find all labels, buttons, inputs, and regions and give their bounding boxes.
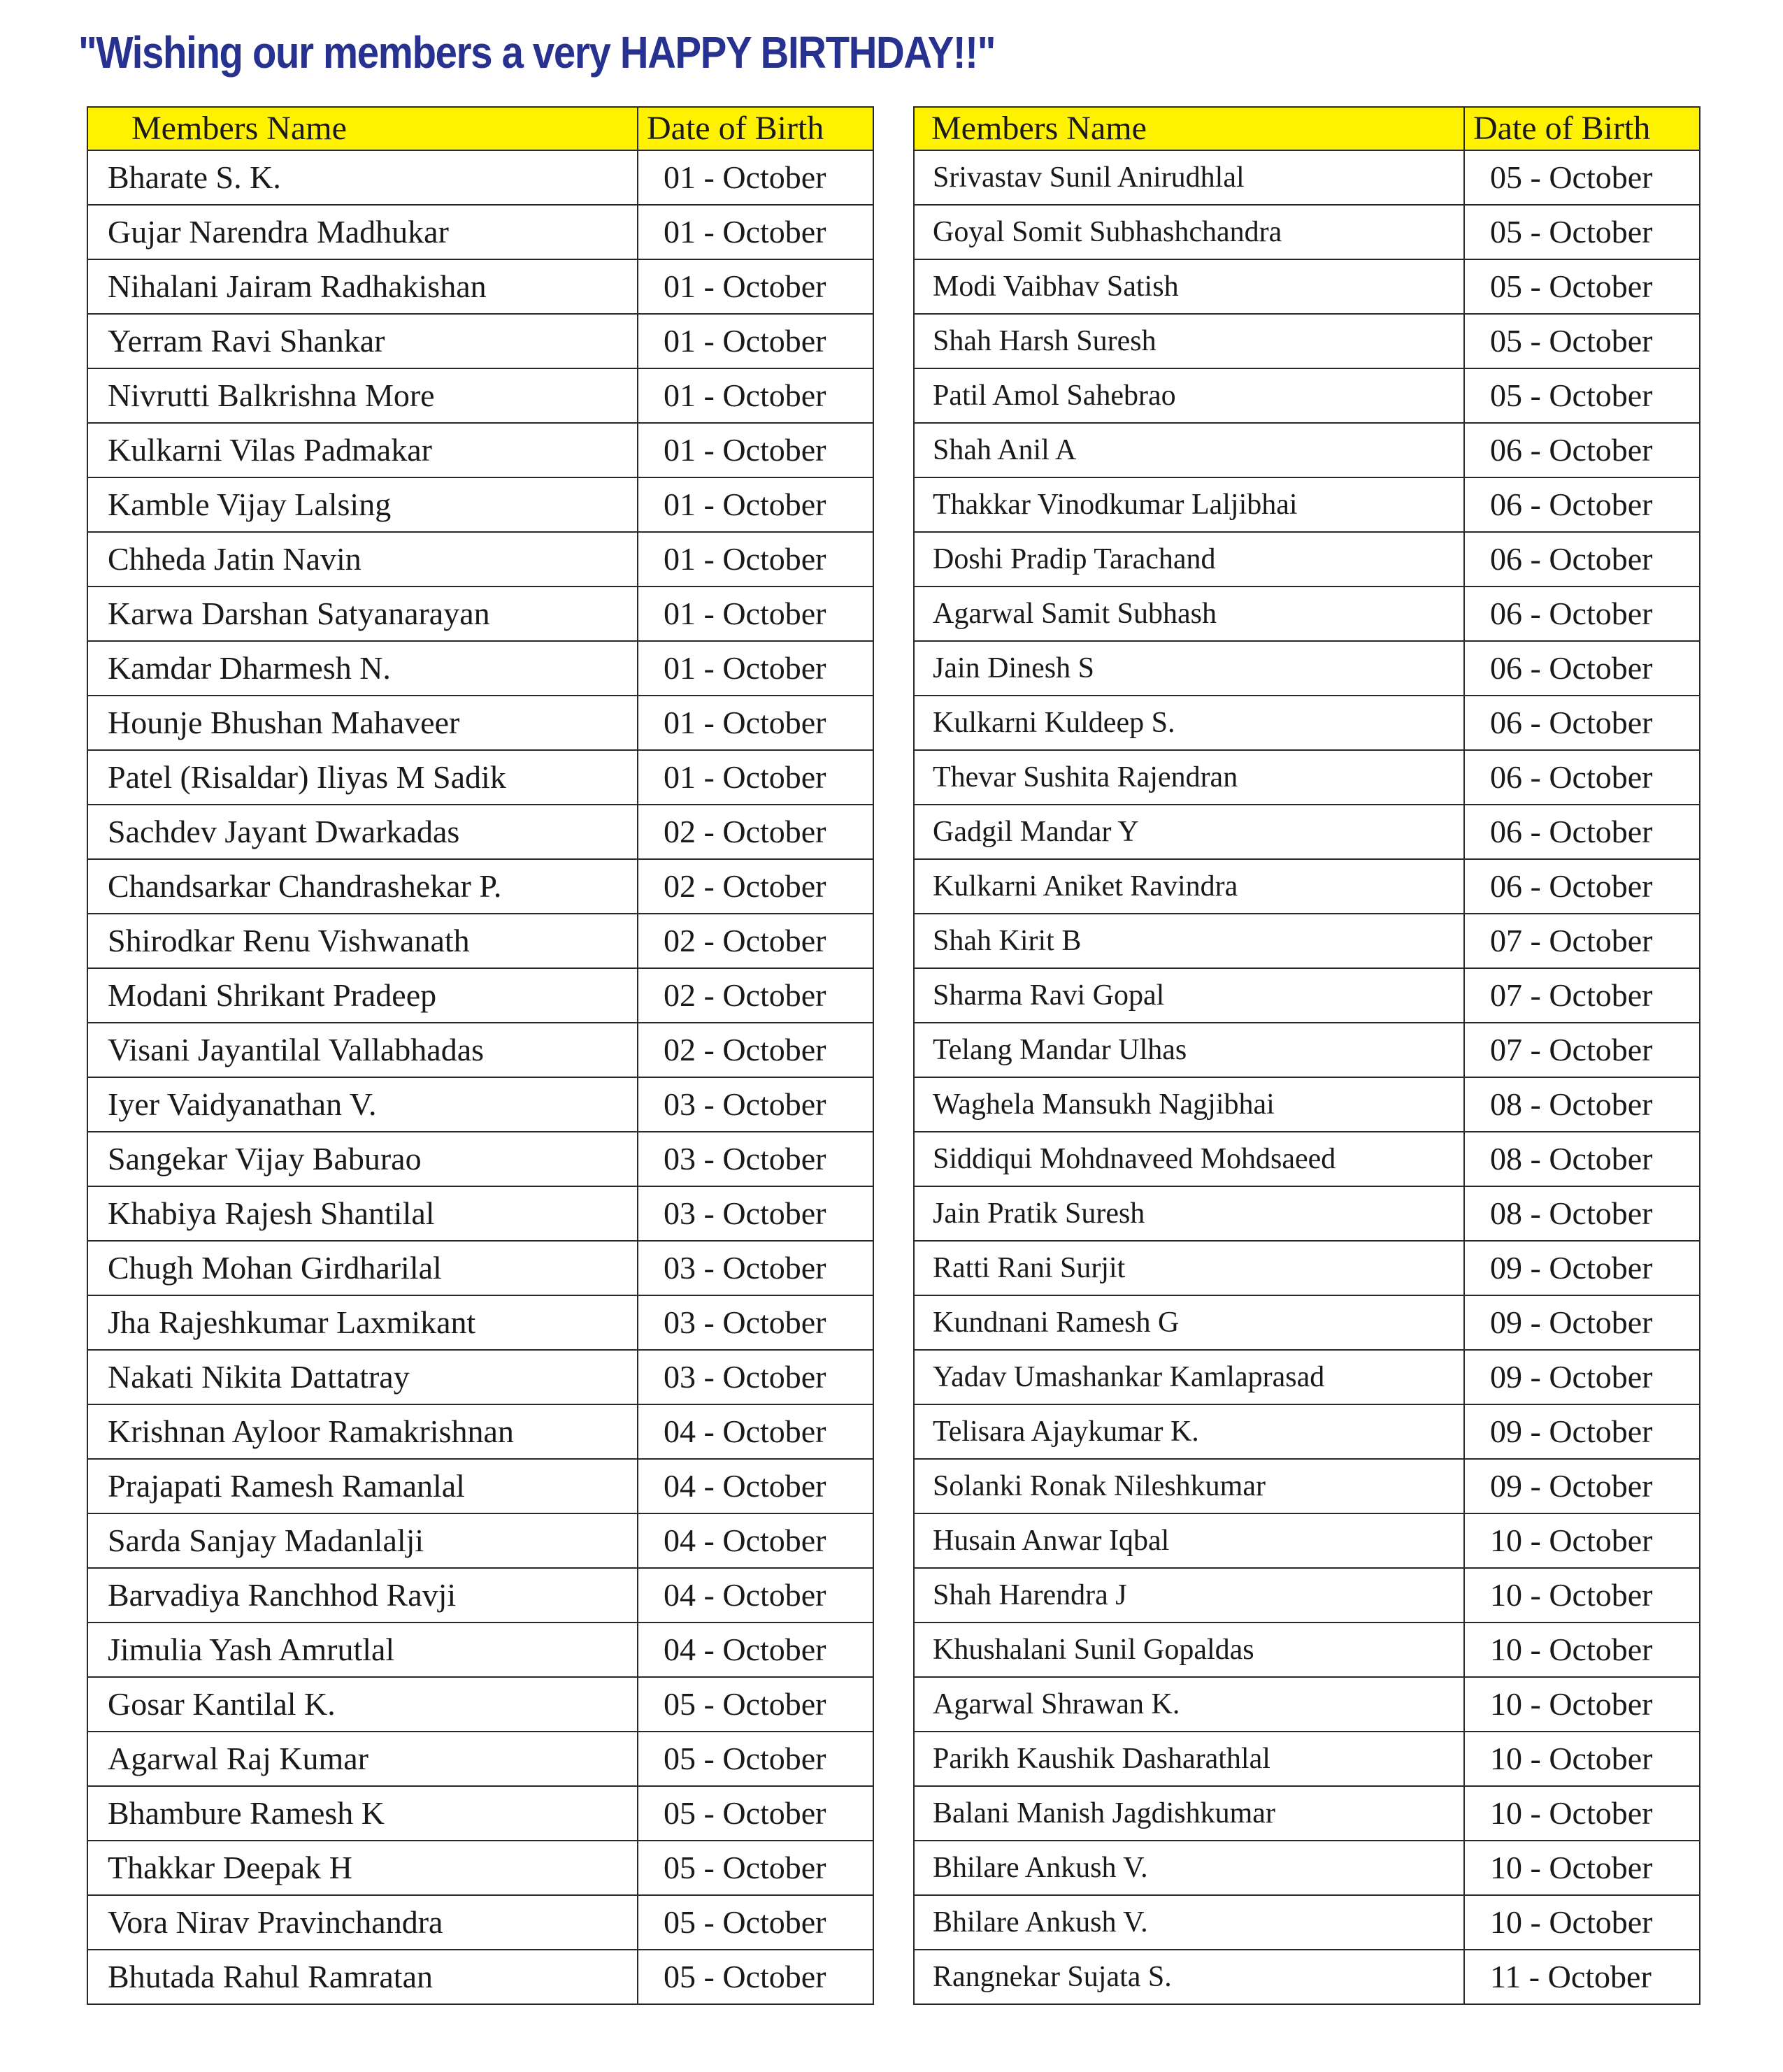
member-name-cell: Patil Amol Sahebrao	[914, 368, 1464, 423]
table-row	[87, 1023, 873, 1077]
member-name-cell: Hounje Bhushan Mahaveer	[87, 696, 638, 750]
member-name-cell: Yadav Umashankar Kamlaprasad	[914, 1350, 1464, 1404]
member-name-cell: Kamble Vijay Lalsing	[87, 477, 638, 532]
table-row	[87, 696, 873, 750]
table-row	[87, 423, 873, 477]
date-of-birth-cell: 02 - October	[638, 914, 873, 968]
table-row	[87, 859, 873, 914]
table-row	[914, 532, 1700, 587]
date-of-birth-cell: 04 - October	[638, 1513, 873, 1568]
table-row	[914, 1732, 1700, 1786]
date-of-birth-cell: 05 - October	[1464, 368, 1700, 423]
member-name-cell: Doshi Pradip Tarachand	[914, 532, 1464, 587]
member-name-cell: Yerram Ravi Shankar	[87, 314, 638, 368]
table-row	[914, 696, 1700, 750]
member-name-cell: Chheda Jatin Navin	[87, 532, 638, 587]
date-of-birth-cell: 06 - October	[1464, 423, 1700, 477]
table-row	[87, 477, 873, 532]
date-of-birth-cell: 03 - October	[638, 1077, 873, 1132]
table-row	[87, 1077, 873, 1132]
table-row	[87, 1513, 873, 1568]
member-name-cell: Jain Pratik Suresh	[914, 1186, 1464, 1241]
table-row	[914, 314, 1700, 368]
member-name-cell: Jain Dinesh S	[914, 641, 1464, 696]
date-of-birth-cell: 09 - October	[1464, 1404, 1700, 1459]
date-of-birth-cell: 10 - October	[1464, 1841, 1700, 1895]
table-row	[914, 477, 1700, 532]
member-name-cell: Prajapati Ramesh Ramanlal	[87, 1459, 638, 1513]
table-row	[914, 259, 1700, 314]
table-row	[87, 1350, 873, 1404]
date-of-birth-cell: 05 - October	[638, 1786, 873, 1841]
column-header-members-name: Members Name	[914, 107, 1464, 150]
member-name-cell: Sarda Sanjay Madanlalji	[87, 1513, 638, 1568]
member-name-cell: Chandsarkar Chandrashekar P.	[87, 859, 638, 914]
member-name-cell: Gosar Kantilal K.	[87, 1677, 638, 1732]
date-of-birth-cell: 07 - October	[1464, 968, 1700, 1023]
member-name-cell: Gadgil Mandar Y	[914, 805, 1464, 859]
table-body	[914, 150, 1700, 2004]
table-row	[914, 1677, 1700, 1732]
date-of-birth-cell: 03 - October	[638, 1350, 873, 1404]
table-row	[914, 1404, 1700, 1459]
date-of-birth-cell: 05 - October	[1464, 205, 1700, 259]
member-name-cell: Telang Mandar Ulhas	[914, 1023, 1464, 1077]
member-name-cell: Gujar Narendra Madhukar	[87, 205, 638, 259]
date-of-birth-cell: 06 - October	[1464, 859, 1700, 914]
date-of-birth-cell: 09 - October	[1464, 1350, 1700, 1404]
page-title: "Wishing our members a very HAPPY BIRTHDAY!!"	[78, 27, 996, 78]
table-row	[87, 968, 873, 1023]
date-of-birth-cell: 05 - October	[638, 1950, 873, 2004]
table-row	[87, 1786, 873, 1841]
date-of-birth-cell: 01 - October	[638, 587, 873, 641]
table-row	[87, 587, 873, 641]
member-name-cell: Jimulia Yash Amrutlal	[87, 1623, 638, 1677]
date-of-birth-cell: 08 - October	[1464, 1132, 1700, 1186]
date-of-birth-cell: 02 - October	[638, 1023, 873, 1077]
date-of-birth-cell: 05 - October	[638, 1677, 873, 1732]
member-name-cell: Khushalani Sunil Gopaldas	[914, 1623, 1464, 1677]
member-name-cell: Modani Shrikant Pradeep	[87, 968, 638, 1023]
table-row	[87, 368, 873, 423]
member-name-cell: Patel (Risaldar) Iliyas M Sadik	[87, 750, 638, 805]
date-of-birth-cell: 10 - October	[1464, 1786, 1700, 1841]
table-header-row	[914, 107, 1700, 150]
table-row	[914, 368, 1700, 423]
date-of-birth-cell: 08 - October	[1464, 1077, 1700, 1132]
date-of-birth-cell: 05 - October	[638, 1895, 873, 1950]
date-of-birth-cell: 10 - October	[1464, 1677, 1700, 1732]
member-name-cell: Visani Jayantilal Vallabhadas	[87, 1023, 638, 1077]
member-name-cell: Kulkarni Aniket Ravindra	[914, 859, 1464, 914]
date-of-birth-cell: 09 - October	[1464, 1241, 1700, 1295]
table-row	[914, 1241, 1700, 1295]
date-of-birth-cell: 01 - October	[638, 259, 873, 314]
member-name-cell: Khabiya Rajesh Shantilal	[87, 1186, 638, 1241]
member-name-cell: Iyer Vaidyanathan V.	[87, 1077, 638, 1132]
member-name-cell: Nihalani Jairam Radhakishan	[87, 259, 638, 314]
table-row	[914, 1568, 1700, 1623]
table-body	[87, 150, 873, 2004]
table-row	[914, 1513, 1700, 1568]
date-of-birth-cell: 04 - October	[638, 1623, 873, 1677]
date-of-birth-cell: 02 - October	[638, 968, 873, 1023]
member-name-cell: Vora Nirav Pravinchandra	[87, 1895, 638, 1950]
member-name-cell: Srivastav Sunil Anirudhlal	[914, 150, 1464, 205]
member-name-cell: Kulkarni Vilas Padmakar	[87, 423, 638, 477]
member-name-cell: Husain Anwar Iqbal	[914, 1513, 1464, 1568]
date-of-birth-cell: 04 - October	[638, 1404, 873, 1459]
member-name-cell: Bhambure Ramesh K	[87, 1786, 638, 1841]
date-of-birth-cell: 04 - October	[638, 1459, 873, 1513]
table-row	[914, 1623, 1700, 1677]
member-name-cell: Thakkar Vinodkumar Laljibhai	[914, 477, 1464, 532]
table-row	[87, 1241, 873, 1295]
table-row	[914, 1950, 1700, 2004]
date-of-birth-cell: 03 - October	[638, 1241, 873, 1295]
table-row	[87, 1841, 873, 1895]
column-header-members-name: Members Name	[87, 107, 638, 150]
date-of-birth-cell: 06 - October	[1464, 587, 1700, 641]
table-row	[914, 1023, 1700, 1077]
birthday-table-right	[913, 106, 1700, 2005]
date-of-birth-cell: 06 - October	[1464, 532, 1700, 587]
date-of-birth-cell: 03 - October	[638, 1295, 873, 1350]
member-name-cell: Thakkar Deepak H	[87, 1841, 638, 1895]
date-of-birth-cell: 02 - October	[638, 859, 873, 914]
member-name-cell: Karwa Darshan Satyanarayan	[87, 587, 638, 641]
table-row	[87, 750, 873, 805]
table-row	[914, 205, 1700, 259]
table-row	[87, 259, 873, 314]
table-row	[87, 1404, 873, 1459]
table-row	[914, 150, 1700, 205]
table-row	[914, 1786, 1700, 1841]
table-row	[87, 205, 873, 259]
date-of-birth-cell: 06 - October	[1464, 750, 1700, 805]
member-name-cell: Parikh Kaushik Dasharathlal	[914, 1732, 1464, 1786]
table-row	[87, 641, 873, 696]
date-of-birth-cell: 06 - October	[1464, 696, 1700, 750]
date-of-birth-cell: 05 - October	[638, 1732, 873, 1786]
member-name-cell: Chugh Mohan Girdharilal	[87, 1241, 638, 1295]
member-name-cell: Kundnani Ramesh G	[914, 1295, 1464, 1350]
table-row	[87, 1295, 873, 1350]
member-name-cell: Bhilare Ankush V.	[914, 1841, 1464, 1895]
member-name-cell: Nakati Nikita Dattatray	[87, 1350, 638, 1404]
member-name-cell: Shah Harendra J	[914, 1568, 1464, 1623]
member-name-cell: Waghela Mansukh Nagjibhai	[914, 1077, 1464, 1132]
member-name-cell: Shah Kirit B	[914, 914, 1464, 968]
table-row	[914, 1895, 1700, 1950]
table-row	[914, 1295, 1700, 1350]
date-of-birth-cell: 06 - October	[1464, 641, 1700, 696]
member-name-cell: Nivrutti Balkrishna More	[87, 368, 638, 423]
table-header-row	[87, 107, 873, 150]
member-name-cell: Agarwal Raj Kumar	[87, 1732, 638, 1786]
member-name-cell: Siddiqui Mohdnaveed Mohdsaeed	[914, 1132, 1464, 1186]
table-row	[914, 1186, 1700, 1241]
date-of-birth-cell: 05 - October	[1464, 314, 1700, 368]
table-row	[87, 1732, 873, 1786]
member-name-cell: Modi Vaibhav Satish	[914, 259, 1464, 314]
member-name-cell: Ratti Rani Surjit	[914, 1241, 1464, 1295]
member-name-cell: Sangekar Vijay Baburao	[87, 1132, 638, 1186]
table-row	[914, 641, 1700, 696]
date-of-birth-cell: 01 - October	[638, 205, 873, 259]
date-of-birth-cell: 06 - October	[1464, 477, 1700, 532]
member-name-cell: Bhilare Ankush V.	[914, 1895, 1464, 1950]
table-row	[87, 1950, 873, 2004]
member-name-cell: Sharma Ravi Gopal	[914, 968, 1464, 1023]
date-of-birth-cell: 11 - October	[1464, 1950, 1700, 2004]
member-name-cell: Kulkarni Kuldeep S.	[914, 696, 1464, 750]
member-name-cell: Shah Harsh Suresh	[914, 314, 1464, 368]
date-of-birth-cell: 10 - October	[1464, 1895, 1700, 1950]
member-name-cell: Balani Manish Jagdishkumar	[914, 1786, 1464, 1841]
date-of-birth-cell: 01 - October	[638, 423, 873, 477]
date-of-birth-cell: 01 - October	[638, 750, 873, 805]
date-of-birth-cell: 05 - October	[1464, 150, 1700, 205]
member-name-cell: Sachdev Jayant Dwarkadas	[87, 805, 638, 859]
table-row	[914, 1459, 1700, 1513]
member-name-cell: Thevar Sushita Rajendran	[914, 750, 1464, 805]
date-of-birth-cell: 10 - October	[1464, 1568, 1700, 1623]
table-row	[87, 1568, 873, 1623]
member-name-cell: Telisara Ajaykumar K.	[914, 1404, 1464, 1459]
table-row	[914, 1350, 1700, 1404]
date-of-birth-cell: 01 - October	[638, 314, 873, 368]
column-header-date-of-birth: Date of Birth	[1464, 107, 1700, 150]
member-name-cell: Bhutada Rahul Ramratan	[87, 1950, 638, 2004]
member-name-cell: Solanki Ronak Nileshkumar	[914, 1459, 1464, 1513]
table-row	[87, 1132, 873, 1186]
member-name-cell: Kamdar Dharmesh N.	[87, 641, 638, 696]
table-row	[87, 1623, 873, 1677]
date-of-birth-cell: 01 - October	[638, 477, 873, 532]
member-name-cell: Rangnekar Sujata S.	[914, 1950, 1464, 2004]
table-row	[914, 805, 1700, 859]
table-row	[914, 968, 1700, 1023]
table-row	[87, 1459, 873, 1513]
member-name-cell: Bharate S. K.	[87, 150, 638, 205]
member-name-cell: Krishnan Ayloor Ramakrishnan	[87, 1404, 638, 1459]
table-row	[914, 914, 1700, 968]
birthday-table-left	[87, 106, 874, 2005]
table-row	[87, 914, 873, 968]
date-of-birth-cell: 05 - October	[638, 1841, 873, 1895]
date-of-birth-cell: 01 - October	[638, 150, 873, 205]
table-row	[87, 1895, 873, 1950]
date-of-birth-cell: 01 - October	[638, 532, 873, 587]
date-of-birth-cell: 06 - October	[1464, 805, 1700, 859]
date-of-birth-cell: 02 - October	[638, 805, 873, 859]
date-of-birth-cell: 07 - October	[1464, 1023, 1700, 1077]
table-row	[914, 1841, 1700, 1895]
member-name-cell: Jha Rajeshkumar Laxmikant	[87, 1295, 638, 1350]
table-row	[914, 423, 1700, 477]
date-of-birth-cell: 10 - October	[1464, 1623, 1700, 1677]
date-of-birth-cell: 07 - October	[1464, 914, 1700, 968]
table-row	[87, 532, 873, 587]
table-row	[914, 1132, 1700, 1186]
member-name-cell: Agarwal Samit Subhash	[914, 587, 1464, 641]
date-of-birth-cell: 01 - October	[638, 368, 873, 423]
column-header-date-of-birth: Date of Birth	[638, 107, 873, 150]
date-of-birth-cell: 04 - October	[638, 1568, 873, 1623]
member-name-cell: Barvadiya Ranchhod Ravji	[87, 1568, 638, 1623]
table-row	[914, 587, 1700, 641]
member-name-cell: Agarwal Shrawan K.	[914, 1677, 1464, 1732]
date-of-birth-cell: 03 - October	[638, 1186, 873, 1241]
table-row	[914, 750, 1700, 805]
table-row	[87, 314, 873, 368]
table-row	[87, 1186, 873, 1241]
date-of-birth-cell: 01 - October	[638, 696, 873, 750]
date-of-birth-cell: 09 - October	[1464, 1295, 1700, 1350]
date-of-birth-cell: 10 - October	[1464, 1732, 1700, 1786]
table-row	[87, 150, 873, 205]
table-row	[87, 1677, 873, 1732]
table-row	[87, 805, 873, 859]
member-name-cell: Goyal Somit Subhashchandra	[914, 205, 1464, 259]
date-of-birth-cell: 10 - October	[1464, 1513, 1700, 1568]
date-of-birth-cell: 08 - October	[1464, 1186, 1700, 1241]
table-row	[914, 859, 1700, 914]
member-name-cell: Shirodkar Renu Vishwanath	[87, 914, 638, 968]
date-of-birth-cell: 05 - October	[1464, 259, 1700, 314]
date-of-birth-cell: 09 - October	[1464, 1459, 1700, 1513]
member-name-cell: Shah Anil A	[914, 423, 1464, 477]
table-row	[914, 1077, 1700, 1132]
date-of-birth-cell: 01 - October	[638, 641, 873, 696]
date-of-birth-cell: 03 - October	[638, 1132, 873, 1186]
